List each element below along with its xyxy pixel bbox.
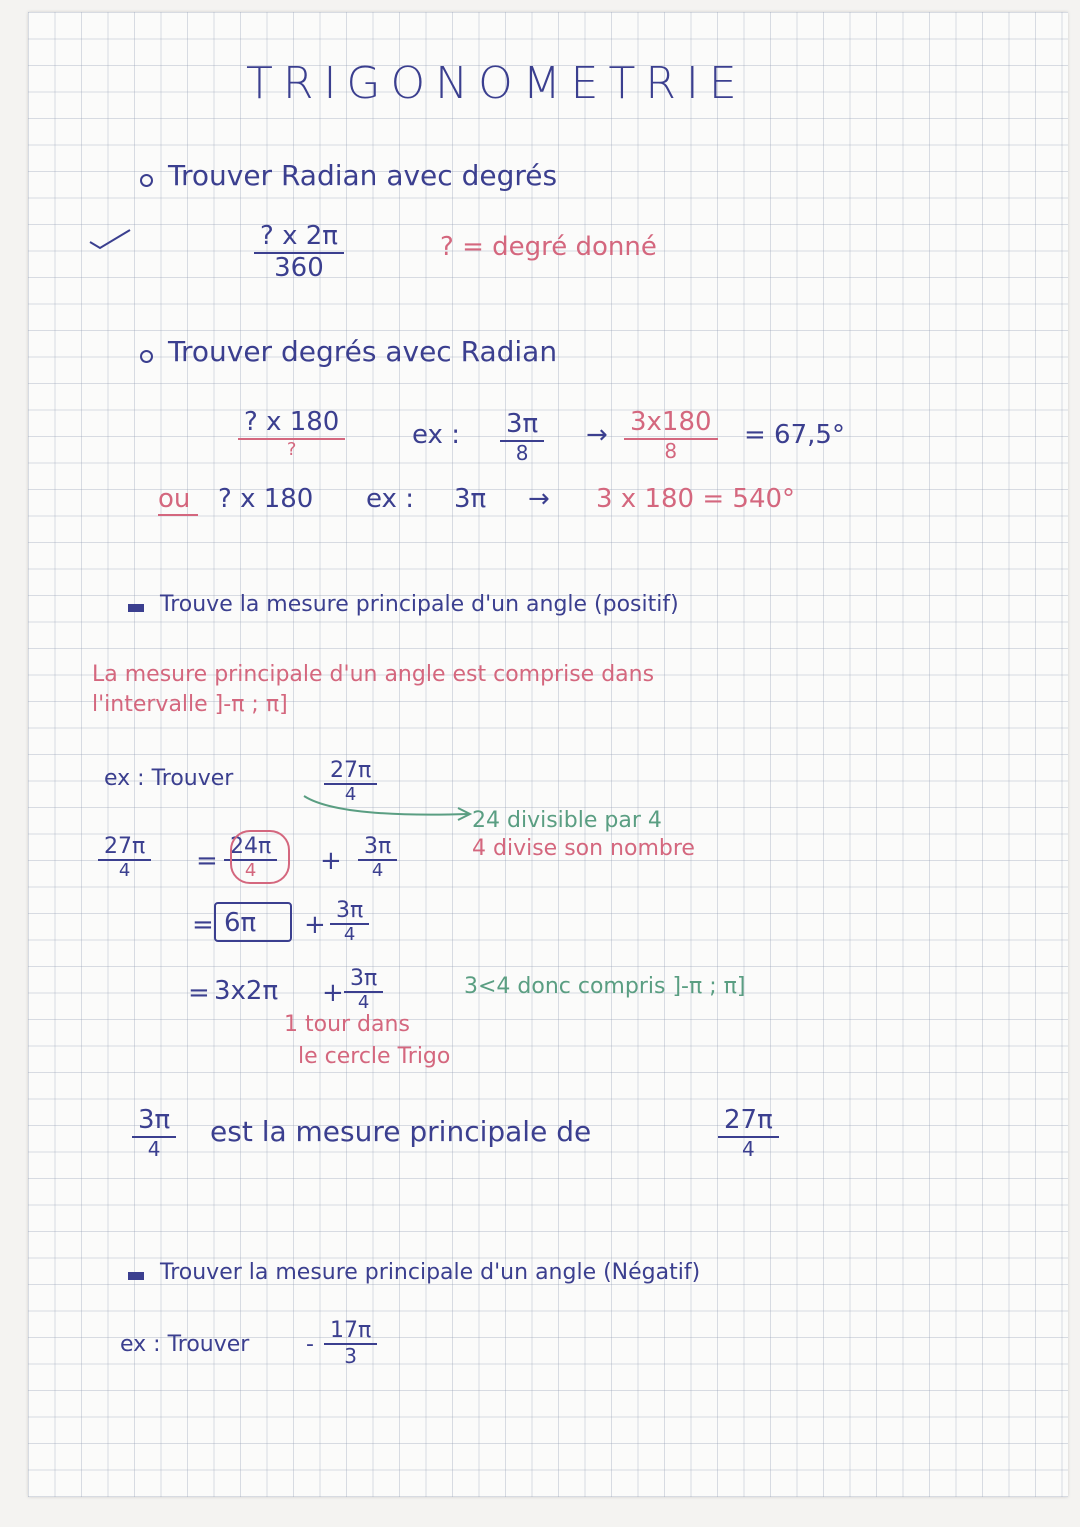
note-divisible: 24 divisible par 4 — [472, 808, 662, 833]
term-denominator: 4 — [343, 924, 356, 946]
bullet-square — [128, 604, 144, 612]
definition-line2: l'intervalle ]-π ; π] — [92, 692, 288, 717]
formula-denominator: 360 — [274, 252, 324, 283]
section1-formula — [254, 222, 344, 284]
section1-heading: Trouver Radian avec degrés — [168, 159, 558, 192]
example-label: ex : — [366, 484, 414, 514]
page-title: TRIGONOMETRIE — [246, 58, 747, 109]
bullet-dot — [140, 350, 153, 363]
note-tour: 1 tour dans — [284, 1012, 410, 1037]
equals-sign: = — [192, 910, 214, 940]
term-denominator: 4 — [357, 992, 370, 1014]
term-3pi-4 — [358, 834, 397, 882]
conclusion-numerator: 27π — [724, 1105, 773, 1135]
equation-lhs — [98, 834, 151, 882]
example-denominator: 4 — [344, 784, 357, 806]
formula-numerator: ? x 2π — [260, 221, 338, 251]
conclusion-text: est la mesure principale de — [210, 1115, 592, 1148]
example-value: 3π — [454, 484, 487, 514]
section3-heading: Trouve la mesure principale d'un angle (positif) — [160, 592, 679, 617]
section2-formula2: ? x 180 — [218, 484, 314, 514]
term-6pi: 6π — [224, 908, 257, 938]
example-fraction — [324, 1318, 377, 1368]
arrow-icon: → — [586, 420, 608, 450]
term-numerator: 3π — [350, 966, 378, 991]
example-denominator: 3 — [344, 1344, 357, 1369]
example-numerator: 27π — [330, 758, 372, 783]
example-result: = 67,5° — [744, 420, 845, 450]
example-numerator: 3x180 — [630, 407, 712, 437]
bullet-square — [128, 1272, 144, 1280]
example-label: ex : — [412, 420, 460, 450]
circle-highlight — [230, 830, 290, 884]
example-numerator: 17π — [330, 1318, 372, 1343]
plus-sign: + — [322, 978, 344, 1008]
conclusion-fraction-2 — [718, 1106, 779, 1161]
or-label: ou — [158, 484, 191, 514]
definition-line1: La mesure principale d'un angle est comprise dans — [92, 662, 655, 687]
section2-formula1 — [238, 408, 345, 461]
example-denominator: 8 — [515, 440, 529, 465]
formula-numerator: ? x 180 — [244, 407, 340, 437]
equals-sign: = — [196, 846, 218, 876]
note-cercle: le cercle Trigo — [298, 1044, 451, 1069]
underline — [158, 514, 198, 516]
conclusion-denominator: 4 — [147, 1136, 161, 1161]
equals-sign: = — [188, 978, 210, 1008]
conclusion-numerator: 3π — [138, 1105, 171, 1135]
notebook-page — [28, 12, 1068, 1497]
note-compris: 3<4 donc compris ]-π ; π] — [464, 974, 746, 999]
example-fraction — [500, 410, 544, 465]
term-3pi-4 — [344, 966, 383, 1014]
example-denominator: 8 — [664, 438, 678, 463]
plus-sign: + — [320, 846, 342, 876]
term-numerator: 3π — [364, 834, 392, 859]
formula-denominator: ? — [286, 438, 297, 460]
term-denominator: 4 — [244, 860, 257, 882]
term-numerator: 3π — [336, 898, 364, 923]
note-divides: 4 divise son nombre — [472, 836, 695, 861]
minus-sign: - — [306, 1332, 314, 1357]
conclusion-denominator: 4 — [742, 1136, 755, 1161]
arrow-icon: → — [528, 484, 550, 514]
term-denominator: 4 — [371, 860, 384, 882]
checkmark-icon — [86, 224, 136, 254]
section4-heading: Trouver la mesure principale d'un angle (Négatif) — [160, 1260, 701, 1285]
term-numerator: 24π — [230, 834, 272, 859]
plus-sign: + — [304, 910, 326, 940]
example-numerator: 3π — [506, 409, 539, 439]
lhs-denominator: 4 — [118, 860, 131, 882]
conclusion-fraction — [132, 1106, 176, 1161]
example-label: ex : Trouver — [120, 1332, 250, 1357]
box-highlight — [214, 902, 292, 942]
section2-heading: Trouver degrés avec Radian — [168, 335, 558, 368]
term-3pi-4 — [330, 898, 369, 946]
bullet-dot — [140, 174, 153, 187]
term-3x2pi: 3x2π — [214, 976, 279, 1006]
arrow-icon — [298, 792, 478, 822]
example-calc: 3 x 180 = 540° — [596, 484, 796, 514]
lhs-numerator: 27π — [104, 834, 146, 859]
example-label: ex : Trouver — [104, 766, 234, 791]
example-fraction-2 — [624, 408, 718, 463]
section1-note: ? = degré donné — [440, 232, 657, 262]
